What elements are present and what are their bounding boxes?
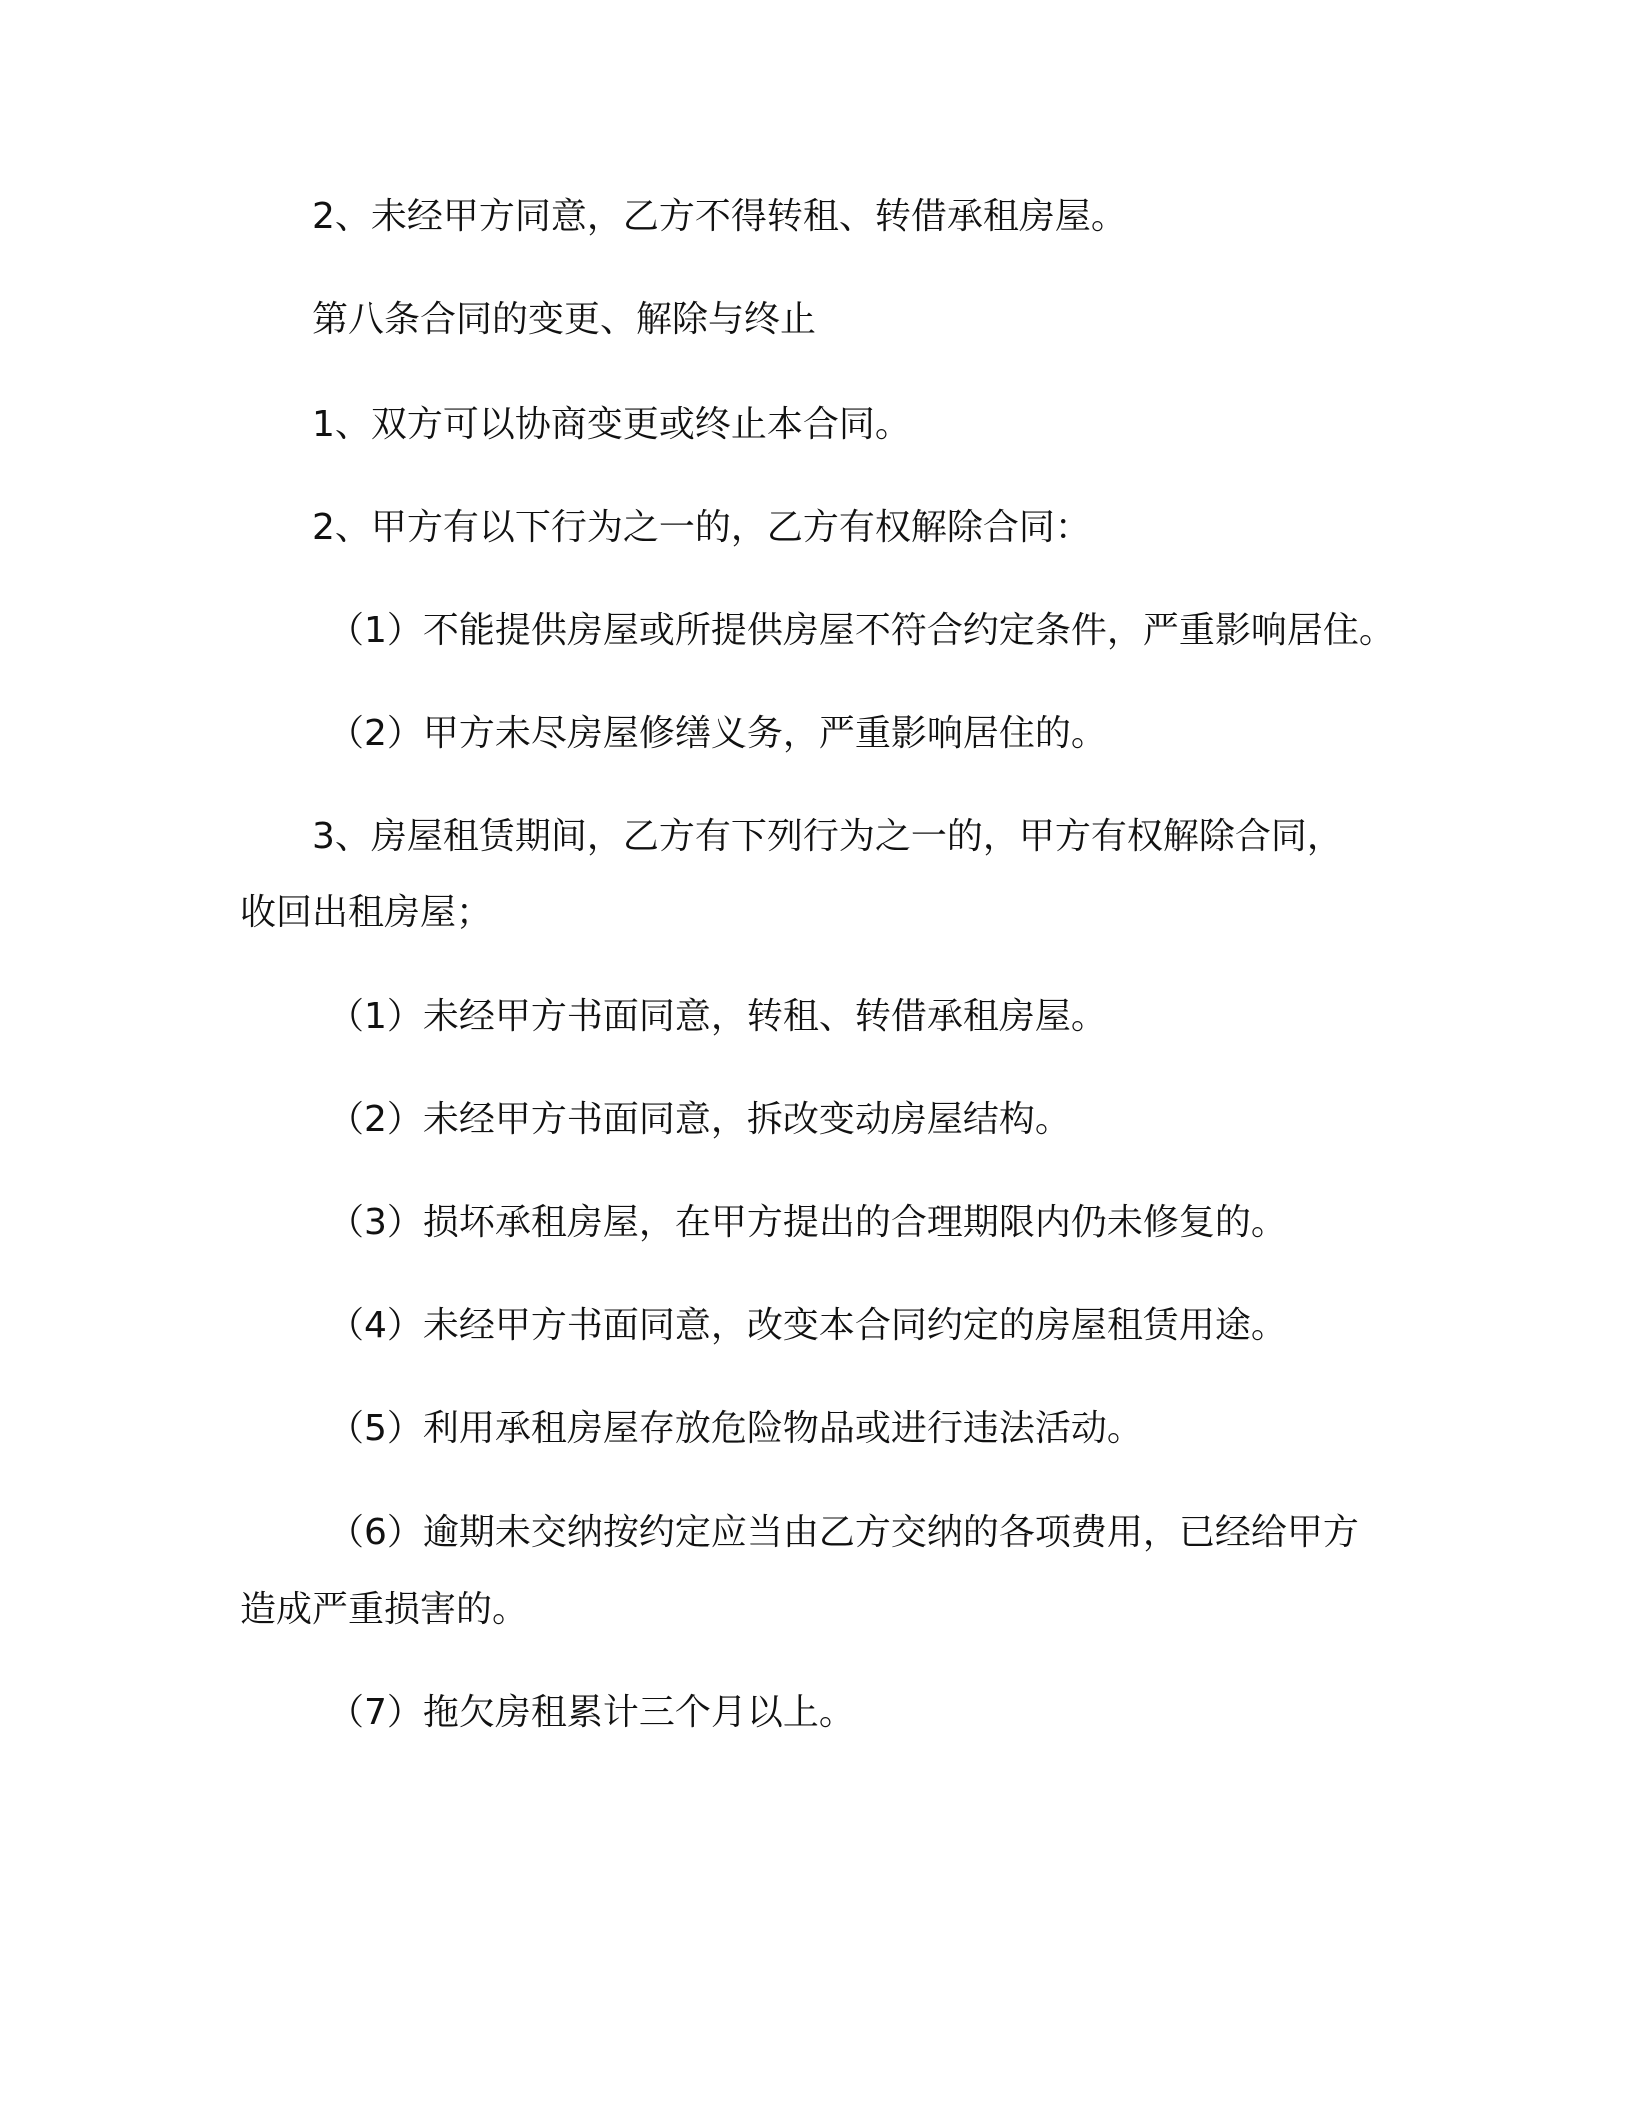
article-8-item-2-sub-1: （1）不能提供房屋或所提供房屋不符合约定条件，严重影响居住。 [328,610,1395,651]
clause-7-item-2: 2、未经甲方同意，乙方不得转租、转借承租房屋。 [312,196,1127,237]
article-8-item-2: 2、甲方有以下行为之一的，乙方有权解除合同： [312,507,1091,548]
article-8-item-3-sub-1: （1）未经甲方书面同意，转租、转借承租房屋。 [328,996,1107,1037]
article-8-item-3-line-2: 收回出租房屋； [240,892,493,933]
article-8-item-3-line-1: 3、房屋租赁期间，乙方有下列行为之一的，甲方有权解除合同， [312,816,1343,857]
article-8-item-3-sub-5: （5）利用承租房屋存放危险物品或进行违法活动。 [328,1408,1143,1449]
article-8-item-2-sub-2: （2）甲方未尽房屋修缮义务，严重影响居住的。 [328,713,1107,754]
article-8-item-3-sub-6-line-2: 造成严重损害的。 [240,1589,529,1630]
article-8-item-3-sub-4: （4）未经甲方书面同意，改变本合同约定的房屋租赁用途。 [328,1305,1287,1346]
article-8-item-3-sub-6-line-1: （6）逾期未交纳按约定应当由乙方交纳的各项费用，已经给甲方 [328,1512,1359,1553]
article-8-item-3-sub-3: （3）损坏承租房屋，在甲方提出的合理期限内仍未修复的。 [328,1202,1287,1243]
article-8-item-1: 1、双方可以协商变更或终止本合同。 [312,404,911,445]
article-8-item-3-sub-7: （7）拖欠房租累计三个月以上。 [328,1692,855,1733]
article-8-item-3-sub-2: （2）未经甲方书面同意，拆改变动房屋结构。 [328,1099,1071,1140]
article-8-heading: 第八条合同的变更、解除与终止 [312,299,817,340]
